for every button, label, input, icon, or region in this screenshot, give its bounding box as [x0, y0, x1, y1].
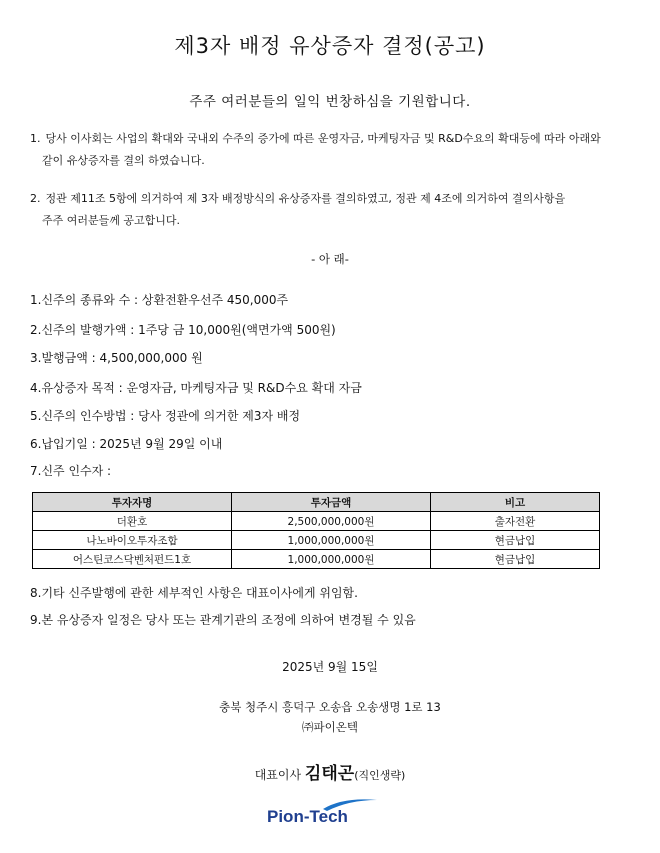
- page-title: 제3자 배정 유상증자 결정(공고): [174, 34, 486, 58]
- company-address: 충북 청주시 흥덕구 오송읍 오송생명 1로 13: [219, 700, 441, 714]
- paragraph-text-continued: 주주 여러분들께 공고합니다.: [42, 214, 181, 227]
- item-acquisition-method: 5.신주의 인수방법 : 당사 정관에 의거한 제3자 배정: [30, 409, 301, 423]
- header-investor-name: 투자자명: [33, 493, 232, 512]
- paragraph-1: [30, 128, 620, 172]
- cell-note: 출자전환: [431, 512, 600, 531]
- paragraph-text: 정관 제11조 5항에 의거하여 제 3자 배정방식의 유상증자를 결의하였고, 정관 제 4조에 의거하여 결의사항을: [45, 192, 566, 205]
- header-note: 비고: [431, 493, 600, 512]
- cell-investment-amount: 2,500,000,000원: [232, 512, 431, 531]
- header-investment-amount: 투자금액: [232, 493, 431, 512]
- pion-tech-logo: [265, 796, 385, 836]
- cell-investment-amount: 1,000,000,000원: [232, 550, 431, 569]
- ceo-signature-line: [0, 759, 660, 784]
- investor-table: [32, 492, 600, 569]
- item-subscribers: 7.신주 인수자 :: [30, 464, 112, 478]
- cell-investor-name: 더환호: [33, 512, 232, 531]
- paragraph-2: [30, 188, 620, 232]
- item-issue-price: 2.신주의 발행가액 : 1주당 금 10,000원(액면가액 500원): [30, 323, 336, 337]
- paragraph-number: 2.: [30, 192, 41, 205]
- cell-note: 현금납입: [431, 550, 600, 569]
- announcement-date: 2025년 9월 15일: [282, 660, 378, 674]
- ceo-label: 대표이사: [254, 768, 302, 782]
- separator-heading: - 아 래-: [311, 252, 349, 266]
- cell-investor-name: 어스틴코스닥벤처펀드1호: [33, 550, 232, 569]
- item-delegation: 8.기타 신주발행에 관한 세부적인 사항은 대표이사에게 위임함.: [30, 586, 358, 600]
- item-purpose: 4.유상증자 목적 : 운영자금, 마케팅자금 및 R&D수요 확대 자금: [30, 381, 362, 395]
- company-name: ㈜파이온텍: [302, 720, 358, 734]
- cell-note: 현금납입: [431, 531, 600, 550]
- table-row: [33, 550, 600, 569]
- table-row: [33, 512, 600, 531]
- ceo-name: 김태곤: [304, 764, 355, 784]
- table-header-row: [33, 493, 600, 512]
- logo-text: Pion-Tech: [267, 807, 348, 826]
- seal-note: (직인생략): [354, 769, 406, 782]
- item-share-type: 1.신주의 종류와 수 : 상환전환우선주 450,000주: [30, 293, 289, 307]
- paragraph-text-continued: 같이 유상증자를 결의 하였습니다.: [42, 154, 205, 167]
- paragraph-number: 1.: [30, 132, 41, 145]
- cell-investor-name: 나노바이오투자조합: [33, 531, 232, 550]
- item-schedule-note: 9.본 유상증자 일정은 당사 또는 관계기관의 조정에 의하여 변경될 수 있음: [30, 613, 416, 627]
- paragraph-text: 당사 이사회는 사업의 확대와 국내외 수주의 증가에 따른 운영자금, 마케팅자금 및 R&D수요의 확대등에 따라 아래와: [45, 132, 601, 145]
- item-payment-date: 6.납입기일 : 2025년 9월 29일 이내: [30, 437, 223, 451]
- cell-investment-amount: 1,000,000,000원: [232, 531, 431, 550]
- greeting: 주주 여러분들의 일익 번창하심을 기원합니다.: [189, 94, 471, 110]
- table-row: [33, 531, 600, 550]
- item-issue-amount: 3.발행금액 : 4,500,000,000 원: [30, 351, 203, 365]
